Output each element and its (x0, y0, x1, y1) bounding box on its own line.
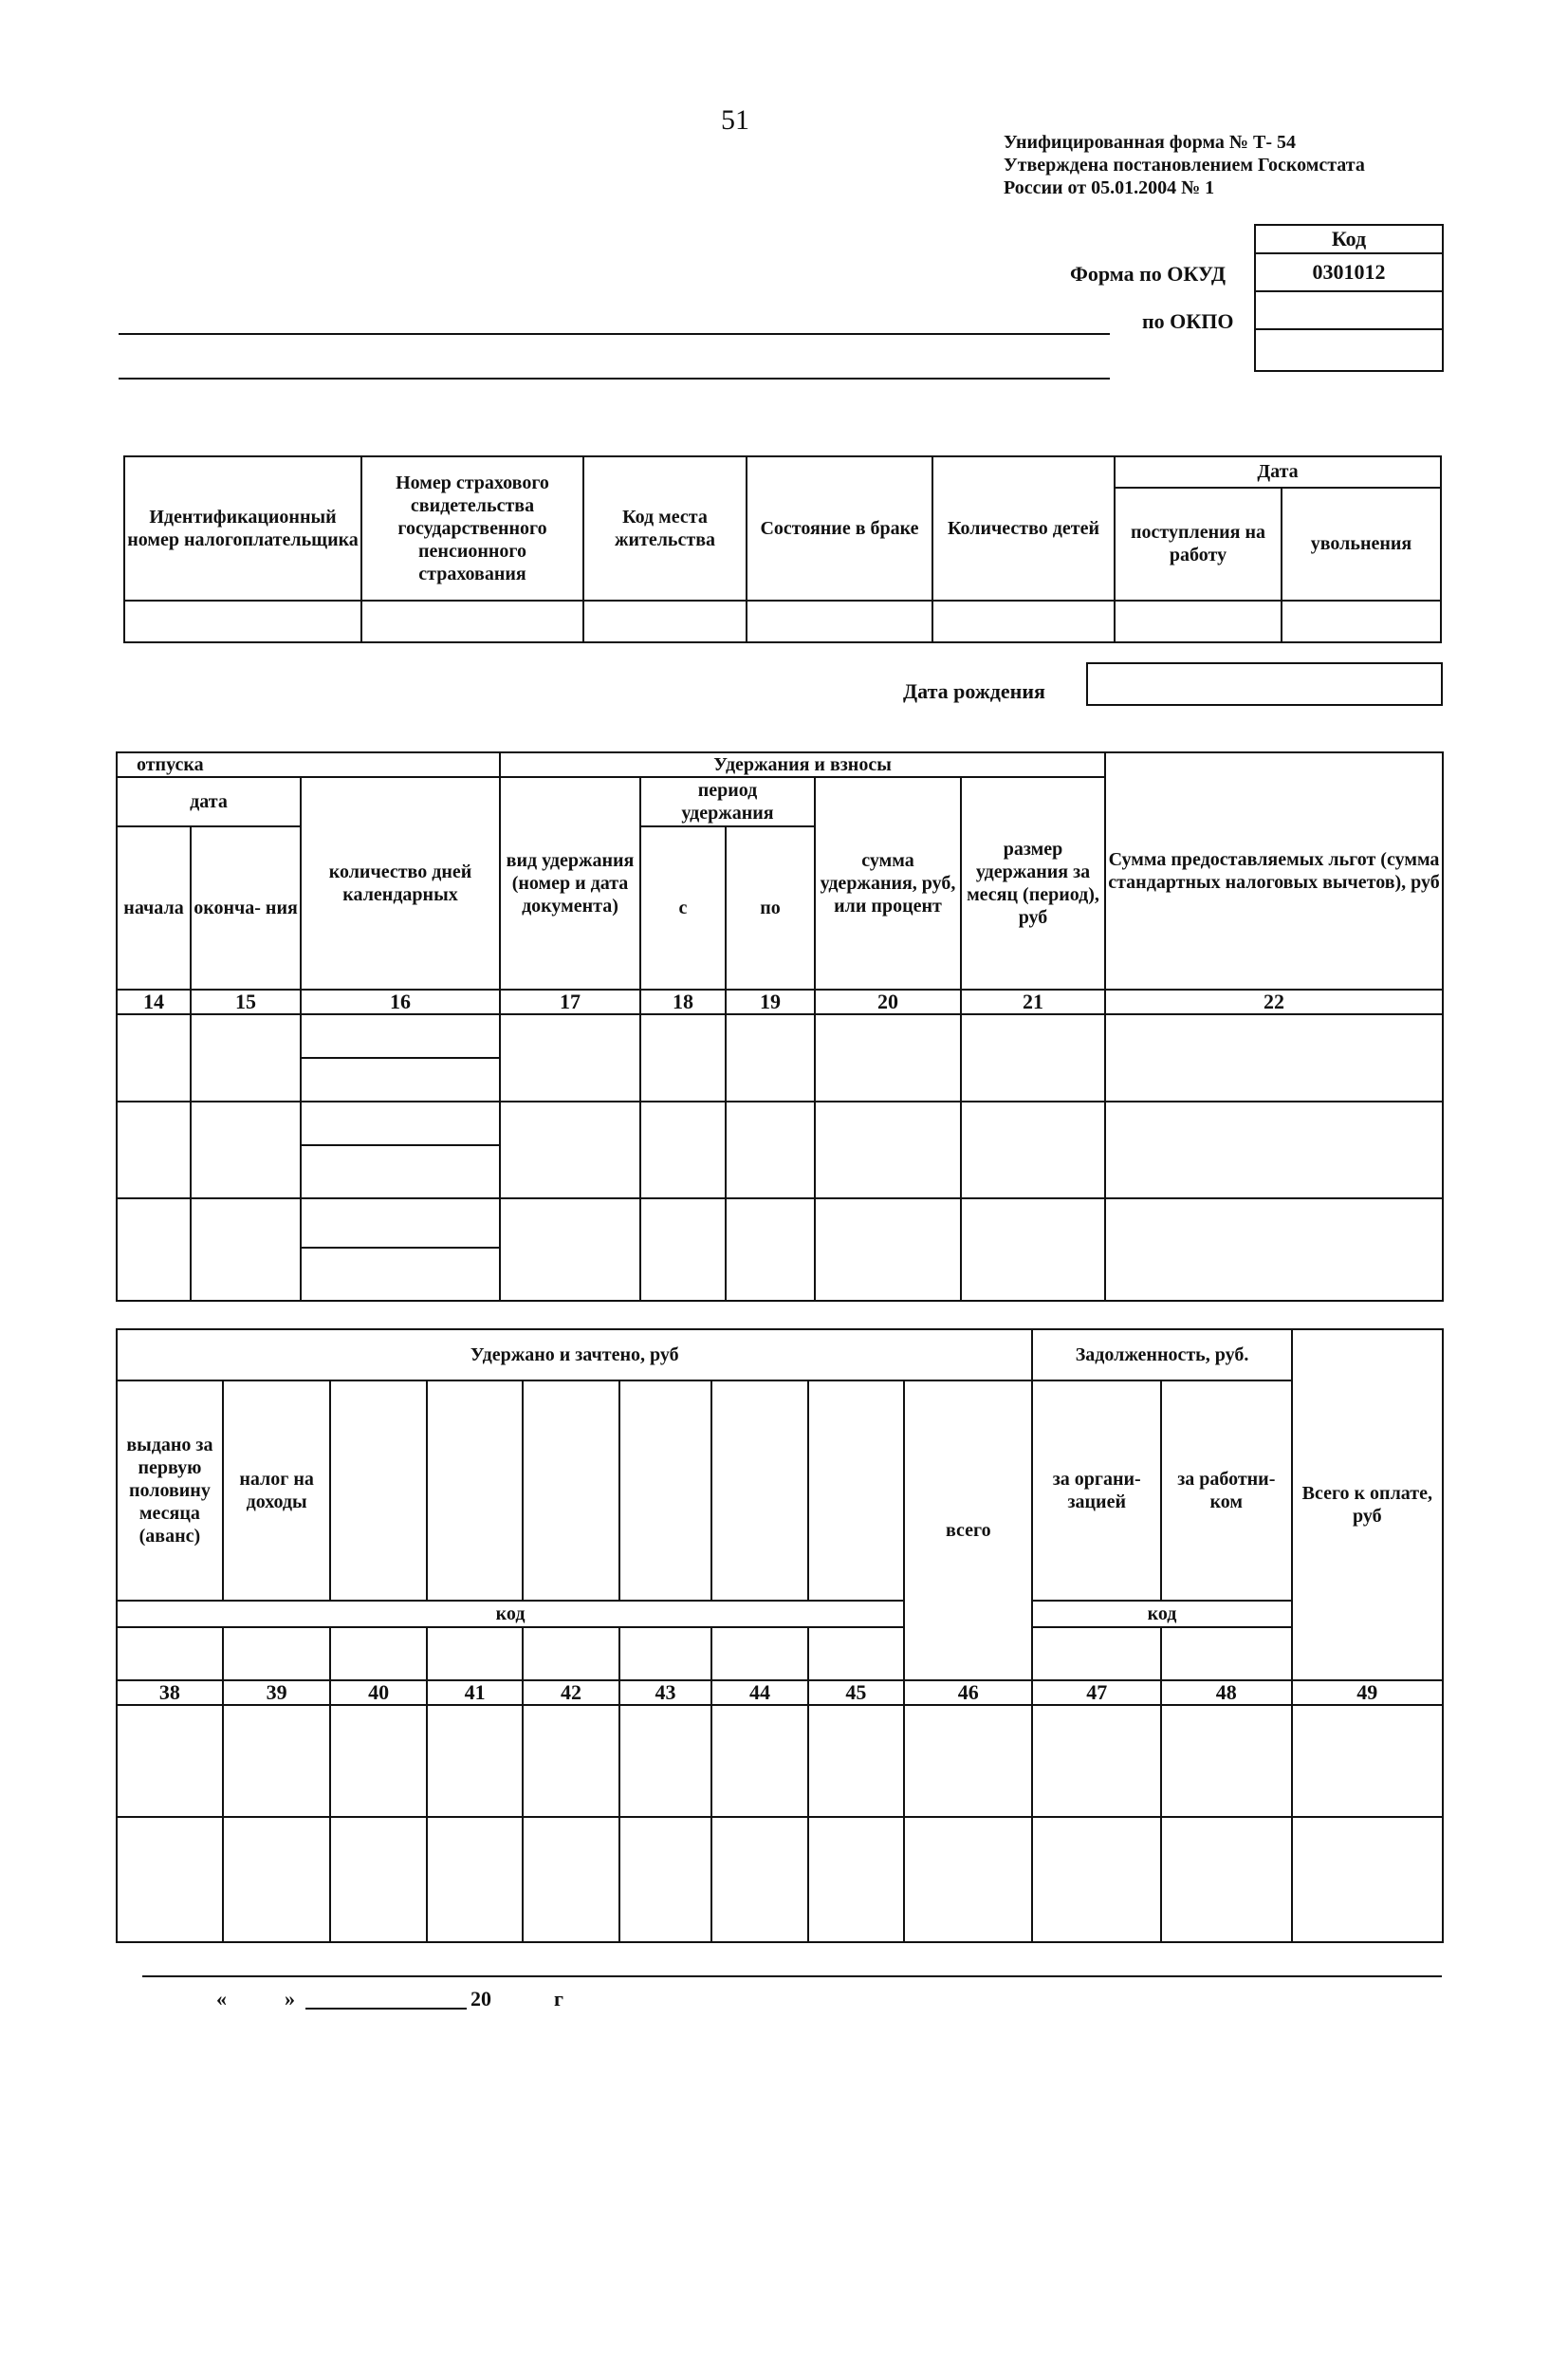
col-num: 49 (1292, 1680, 1443, 1705)
total-header: всего (904, 1380, 1032, 1680)
month-field[interactable] (305, 2008, 467, 2010)
monthly-deduction-header: размер удержания за месяц (период), руб (961, 777, 1105, 990)
table-cell[interactable] (808, 1817, 904, 1942)
vacation-start-header: начала (117, 826, 191, 990)
col-num: 17 (500, 990, 640, 1014)
empty-header (619, 1380, 711, 1601)
table-cell[interactable] (117, 1014, 191, 1102)
table-cell[interactable] (301, 1145, 500, 1198)
income-tax-header: налог на доходы (223, 1380, 331, 1601)
col-num: 20 (815, 990, 961, 1014)
col-num: 14 (117, 990, 191, 1014)
code-title: Код (1255, 225, 1443, 253)
empty-header (808, 1380, 904, 1601)
table-cell[interactable] (726, 1014, 815, 1102)
org-name-line[interactable] (119, 333, 1110, 335)
vacation-date-header: дата (117, 777, 301, 826)
col-num: 42 (523, 1680, 618, 1705)
table-cell[interactable] (815, 1014, 961, 1102)
table-cell[interactable] (500, 1198, 640, 1301)
col-num: 43 (619, 1680, 711, 1705)
table-cell[interactable] (117, 1705, 223, 1817)
withheld-payout-table (116, 1328, 1444, 1943)
employee-info-table (123, 455, 1442, 643)
code-empty-cell[interactable] (1255, 329, 1443, 371)
okpo-value[interactable] (1255, 291, 1443, 329)
code-cell[interactable] (711, 1627, 807, 1680)
col-inn: Идентификационный номер налогоплательщика (124, 456, 361, 601)
table-cell[interactable] (619, 1817, 711, 1942)
table-cell[interactable] (500, 1102, 640, 1198)
code-cell[interactable] (427, 1627, 523, 1680)
col-num: 47 (1032, 1680, 1161, 1705)
table-cell[interactable] (523, 1705, 618, 1817)
deduction-period-header: период удержания (640, 777, 815, 826)
vacation-deductions-table (116, 751, 1444, 1302)
birth-date-label: Дата рождения (903, 679, 1045, 703)
vacation-days-header: количество дней календарных (301, 777, 500, 990)
code-cell[interactable] (808, 1627, 904, 1680)
empty-header (523, 1380, 618, 1601)
col-num: 38 (117, 1680, 223, 1705)
col-dismissal-date: увольнения (1282, 488, 1441, 601)
period-to-header: по (726, 826, 815, 990)
col-snils: Номер страхового свидетельства государственного пенсионного страхования (361, 456, 583, 601)
form-approval-header (1004, 131, 1365, 199)
date-quote-close: » (285, 1987, 295, 2010)
col-marital-status: Состояние в браке (747, 456, 932, 601)
okud-value[interactable]: 0301012 (1255, 253, 1443, 291)
table-cell[interactable] (640, 1014, 726, 1102)
col-date: Дата (1115, 456, 1441, 488)
table-cell[interactable] (191, 1014, 301, 1102)
table-cell[interactable] (301, 1198, 500, 1248)
benefits-header: Сумма предоставляемых льгот (сумма стандартных налоговых вычетов), руб (1105, 752, 1443, 990)
okpo-label: по ОКПО (1142, 309, 1234, 333)
table-cell[interactable] (961, 1014, 1105, 1102)
code-cell[interactable] (117, 1627, 223, 1680)
footer-rule (142, 1975, 1442, 1977)
table-cell[interactable] (301, 1248, 500, 1301)
table-cell[interactable] (1161, 1705, 1292, 1817)
col-num: 15 (191, 990, 301, 1014)
col-num: 45 (808, 1680, 904, 1705)
table-cell[interactable] (427, 1817, 523, 1942)
advance-header: выдано за первую половину месяца (аванс) (117, 1380, 223, 1601)
empty-header (711, 1380, 807, 1601)
code-row-label: код (117, 1601, 904, 1627)
deduction-type-header: вид удержания (номер и дата документа) (500, 777, 640, 990)
table-cell[interactable] (223, 1705, 331, 1817)
debt-code-row-label: код (1032, 1601, 1291, 1627)
col-num: 39 (223, 1680, 331, 1705)
department-line[interactable] (119, 378, 1110, 380)
table-cell[interactable] (301, 1014, 500, 1058)
debt-by-org-header: за органи- зацией (1032, 1380, 1161, 1601)
col-num: 19 (726, 990, 815, 1014)
code-cell[interactable] (523, 1627, 618, 1680)
dismissal-value[interactable] (1282, 601, 1441, 642)
hire-value[interactable] (1115, 601, 1282, 642)
empty-header (427, 1380, 523, 1601)
code-cell[interactable] (619, 1627, 711, 1680)
code-box (1254, 224, 1444, 372)
table-cell[interactable] (301, 1058, 500, 1102)
table-cell[interactable] (1032, 1705, 1161, 1817)
table-cell[interactable] (640, 1198, 726, 1301)
deductions-header: Удержания и взносы (500, 752, 1105, 777)
date-quote-open: « (216, 1987, 227, 2010)
table-cell[interactable] (1105, 1198, 1443, 1301)
code-cell[interactable] (330, 1627, 426, 1680)
table-cell[interactable] (427, 1705, 523, 1817)
vacation-end-header: оконча- ния (191, 826, 301, 990)
table-cell[interactable] (640, 1102, 726, 1198)
table-cell[interactable] (1032, 1817, 1161, 1942)
table-cell[interactable] (904, 1817, 1032, 1942)
table-cell[interactable] (726, 1102, 815, 1198)
table-cell[interactable] (1292, 1817, 1443, 1942)
deduction-amount-header: сумма удержания, руб, или процент (815, 777, 961, 990)
col-children: Количество детей (932, 456, 1115, 601)
table-cell[interactable] (1105, 1102, 1443, 1198)
form-approval-date: России от 05.01.2004 № 1 (1004, 177, 1215, 198)
debt-header: Задолженность, руб. (1032, 1329, 1291, 1380)
table-cell[interactable] (117, 1198, 191, 1301)
table-cell[interactable] (117, 1102, 191, 1198)
col-num: 41 (427, 1680, 523, 1705)
col-num: 44 (711, 1680, 807, 1705)
page-number: 51 (721, 104, 749, 136)
col-hire-date: поступления на работу (1115, 488, 1282, 601)
code-cell[interactable] (1032, 1627, 1161, 1680)
vacation-header: отпуска (117, 752, 500, 777)
table-cell[interactable] (961, 1102, 1105, 1198)
form-title: Унифицированная форма № Т- 54 (1004, 132, 1297, 153)
table-cell[interactable] (815, 1198, 961, 1301)
marital-value[interactable] (747, 601, 932, 642)
col-residence-code: Код места жительства (583, 456, 747, 601)
table-cell[interactable] (726, 1198, 815, 1301)
table-cell[interactable] (1105, 1014, 1443, 1102)
year-prefix: 20 (470, 1987, 491, 2010)
table-cell[interactable] (904, 1705, 1032, 1817)
table-cell[interactable] (191, 1102, 301, 1198)
table-cell[interactable] (961, 1198, 1105, 1301)
col-num: 21 (961, 990, 1105, 1014)
table-cell[interactable] (711, 1705, 807, 1817)
col-num: 46 (904, 1680, 1032, 1705)
col-num: 16 (301, 990, 500, 1014)
code-cell[interactable] (223, 1627, 331, 1680)
code-cell[interactable] (1161, 1627, 1292, 1680)
col-num: 40 (330, 1680, 426, 1705)
col-num: 48 (1161, 1680, 1292, 1705)
table-cell[interactable] (223, 1817, 331, 1942)
table-cell[interactable] (711, 1817, 807, 1942)
empty-header (330, 1380, 426, 1601)
col-num: 18 (640, 990, 726, 1014)
table-cell[interactable] (301, 1102, 500, 1145)
table-cell[interactable] (808, 1705, 904, 1817)
table-cell[interactable] (523, 1817, 618, 1942)
table-cell[interactable] (1161, 1817, 1292, 1942)
period-from-header: с (640, 826, 726, 990)
table-cell[interactable] (1292, 1705, 1443, 1817)
okud-label: Форма по ОКУД (1070, 262, 1226, 286)
table-cell[interactable] (330, 1817, 426, 1942)
table-cell[interactable] (815, 1102, 961, 1198)
table-cell[interactable] (500, 1014, 640, 1102)
withheld-header: Удержано и зачтено, руб (117, 1329, 1032, 1380)
debt-by-worker-header: за работни- ком (1161, 1380, 1292, 1601)
birth-date-field[interactable] (1086, 662, 1443, 706)
to-pay-header: Всего к оплате, руб (1292, 1329, 1443, 1680)
table-cell[interactable] (330, 1705, 426, 1817)
form-approval-line: Утверждена постановлением Госкомстата (1004, 155, 1365, 176)
year-suffix: г (554, 1987, 563, 2010)
table-cell[interactable] (619, 1705, 711, 1817)
table-cell[interactable] (117, 1817, 223, 1942)
children-value[interactable] (932, 601, 1115, 642)
snils-value[interactable] (361, 601, 583, 642)
inn-value[interactable] (124, 601, 361, 642)
col-num: 22 (1105, 990, 1443, 1014)
table-cell[interactable] (191, 1198, 301, 1301)
residence-value[interactable] (583, 601, 747, 642)
